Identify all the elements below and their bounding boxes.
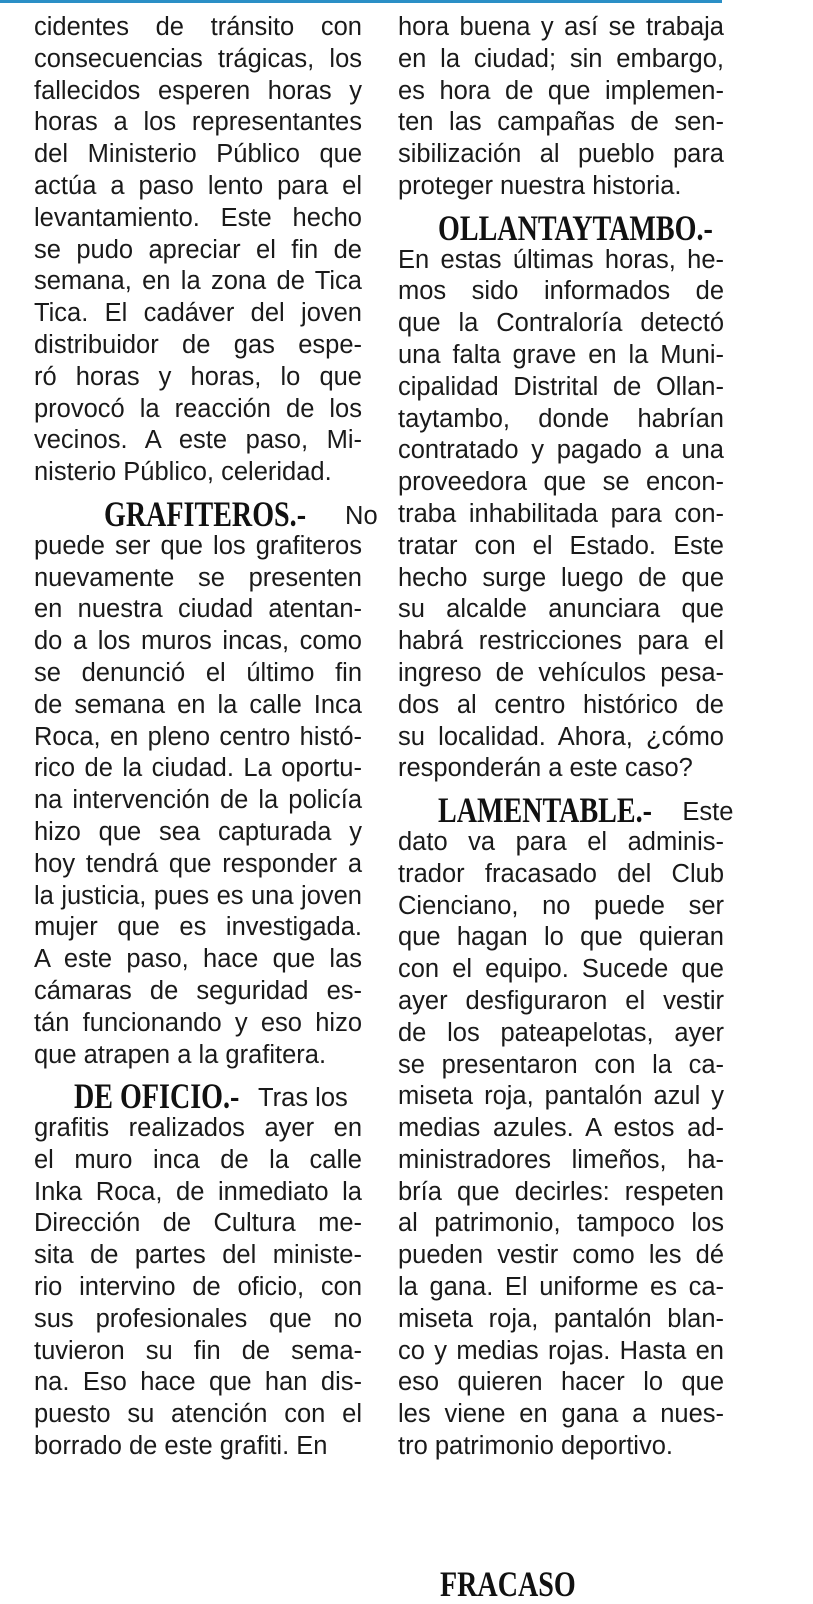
grafiteros-line: tán funcionando y eso hizo <box>34 1008 362 1037</box>
lamentable-line: al patrimonio, tampoco los <box>398 1209 724 1238</box>
right-intro-line: sibilización al pueblo para <box>398 140 724 169</box>
left-intro-line: provocó la reacción de los <box>34 394 362 423</box>
lamentable-line: bría que decirles: respeten <box>398 1177 724 1206</box>
grafiteros-line: do a los muros incas, como <box>34 627 362 656</box>
left-intro-line: fallecidos esperen horas y <box>34 76 362 105</box>
ollantaytambo-line: responderán a este caso? <box>398 754 693 783</box>
lamentable-line: la gana. El uniforme es ca- <box>398 1273 724 1302</box>
right-intro-line: ten las campañas de sen- <box>398 108 724 137</box>
ollantaytambo-line: hecho surge luego de que <box>398 563 724 592</box>
grafiteros-heading: GRAFITEROS.- <box>104 493 307 534</box>
grafiteros-line: hizo que sea capturada y <box>34 817 362 846</box>
lamentable-line: se presentaron con la ca- <box>398 1050 724 1079</box>
lamentable-paragraph <box>398 827 724 1463</box>
lamentable-first-words: Este <box>682 798 734 827</box>
ollantaytambo-line: cipalidad Distrital de Ollan- <box>398 372 724 401</box>
de-oficio-paragraph <box>34 1113 362 1463</box>
left-intro-line: actúa a paso lento para el <box>34 171 362 200</box>
right-intro-line: proteger nuestra historia. <box>398 171 682 200</box>
grafiteros-line: que atrapen a la grafitera. <box>34 1040 327 1069</box>
lamentable-line: co y medias rojas. Hasta en <box>398 1336 724 1365</box>
ollantaytambo-line: ingreso de vehículos pesa- <box>398 658 724 687</box>
de-oficio-line: rio intervino de oficio, con <box>34 1273 362 1302</box>
de-oficio-line: na. Eso hace que han dis- <box>34 1368 362 1397</box>
grafiteros-line: se denunció el último fin <box>34 658 362 687</box>
ollantaytambo-line: proveedora que se encon- <box>398 468 724 497</box>
ollantaytambo-line: que la Contraloría detectó <box>398 309 724 338</box>
lamentable-line: medias azules. A estos ad- <box>398 1114 724 1143</box>
grafiteros-line: cámaras de seguridad es- <box>34 976 362 1005</box>
grafiteros-paragraph <box>34 531 362 1072</box>
de-oficio-heading: DE OFICIO.- <box>74 1076 240 1117</box>
ollantaytambo-line: una falta grave en la Muni- <box>398 340 724 369</box>
grafiteros-line: nuevamente se presenten <box>34 563 362 592</box>
left-intro-paragraph <box>34 12 362 489</box>
lamentable-line: ayer desfiguraron el vestir <box>398 986 724 1015</box>
grafiteros-line: Roca, en pleno centro histó- <box>34 722 362 751</box>
left-intro-line: vecinos. A este paso, Mi- <box>34 426 362 455</box>
de-oficio-line: puesto su atención con el <box>34 1400 362 1429</box>
grafiteros-line: en nuestra ciudad atentan- <box>34 595 362 624</box>
grafiteros-line: na intervención de la policía <box>34 786 362 815</box>
lamentable-line: con el equipo. Sucede que <box>398 955 724 984</box>
left-intro-line: del Ministerio Público que <box>34 140 362 169</box>
ollantaytambo-line: traba inhabilitada para con- <box>398 499 724 528</box>
ollantaytambo-heading: OLLANTAYTAMBO.- <box>438 207 713 248</box>
ollantaytambo-line: dos al centro histórico de <box>398 690 724 719</box>
lamentable-line: miseta roja, pantalón azul y <box>398 1082 724 1111</box>
left-intro-line: levantamiento. Este hecho <box>34 203 362 232</box>
grafiteros-heading-line <box>34 493 378 534</box>
de-oficio-heading-line <box>34 1076 362 1117</box>
grafiteros-line: A este paso, hace que las <box>34 945 362 974</box>
lamentable-heading-line <box>398 790 734 831</box>
de-oficio-line: Dirección de Cultura me- <box>34 1209 362 1238</box>
ollantaytambo-line: mos sido informados de <box>398 277 724 306</box>
right-intro-line: hora buena y así se trabaja <box>398 13 724 41</box>
left-intro-line: distribuidor de gas espe- <box>34 330 362 359</box>
grafiteros-first-words: No <box>345 501 378 530</box>
ollantaytambo-line: contratado y pagado a una <box>398 436 724 465</box>
grafiteros-line: hoy tendrá que responder a <box>34 849 362 878</box>
grafiteros-line: de semana en la calle Inca <box>34 690 362 719</box>
de-oficio-first-words: Tras los <box>258 1084 348 1113</box>
lamentable-heading: LAMENTABLE.- <box>438 790 653 831</box>
de-oficio-line: grafitis realizados ayer en <box>34 1114 362 1143</box>
right-intro-line: en la ciudad; sin embargo, <box>398 44 724 73</box>
left-intro-line: cidentes de tránsito con <box>34 13 362 41</box>
top-rule <box>0 0 722 3</box>
de-oficio-line: el muro inca de la calle <box>34 1145 362 1174</box>
left-column <box>34 12 378 1463</box>
left-intro-line: horas a los representantes <box>34 108 362 137</box>
lamentable-line: pueden vestir como les dé <box>398 1241 724 1270</box>
left-intro-line: ró horas y horas, lo que <box>34 362 362 391</box>
left-intro-line: consecuencias trágicas, los <box>34 44 362 73</box>
lamentable-line: eso quieren hacer lo que <box>398 1368 724 1397</box>
de-oficio-line: tuvieron su fin de sema- <box>34 1336 362 1365</box>
left-intro-line: semana, en la zona de Tica <box>34 267 362 296</box>
ollantaytambo-heading-line <box>398 207 724 248</box>
lamentable-line: tro patrimonio deportivo. <box>398 1432 673 1461</box>
grafiteros-line: la justicia, pues es una joven <box>34 881 362 910</box>
lamentable-line: les viene en gana a nues- <box>398 1400 724 1429</box>
de-oficio-line: sita de partes del ministe- <box>34 1241 362 1270</box>
ollantaytambo-line: su localidad. Ahora, ¿cómo <box>398 722 724 751</box>
fracaso-heading-partial: FRACASO <box>440 1564 576 1604</box>
ollantaytambo-line: tratar con el Estado. Este <box>398 531 724 560</box>
lamentable-line: ministradores limeños, ha- <box>398 1145 724 1174</box>
lamentable-line: de los pateapelotas, ayer <box>398 1018 724 1047</box>
lamentable-line: Cienciano, no puede ser <box>398 891 724 920</box>
right-column <box>398 12 734 1463</box>
left-intro-line: Tica. El cadáver del joven <box>34 299 362 328</box>
lamentable-line: miseta roja, pantalón blan- <box>398 1304 724 1333</box>
ollantaytambo-paragraph <box>398 245 724 786</box>
right-intro-paragraph <box>398 12 724 203</box>
lamentable-line: que hagan lo que quieran <box>398 923 724 952</box>
left-intro-line: nisterio Público, celeridad. <box>34 458 332 487</box>
right-intro-line: es hora de que implemen- <box>398 76 724 105</box>
ollantaytambo-line: su alcalde anunciara que <box>398 595 724 624</box>
lamentable-line: trador fracasado del Club <box>398 859 724 888</box>
lamentable-line: dato va para el adminis- <box>398 827 724 856</box>
grafiteros-line: rico de la ciudad. La oportu- <box>34 754 362 783</box>
left-intro-line: se pudo apreciar el fin de <box>34 235 362 264</box>
ollantaytambo-line: taytambo, donde habrían <box>398 404 724 433</box>
grafiteros-line: puede ser que los grafiteros <box>34 531 362 560</box>
ollantaytambo-line: habrá restricciones para el <box>398 627 724 656</box>
de-oficio-line: sus profesionales que no <box>34 1304 362 1333</box>
de-oficio-line: Inka Roca, de inmediato la <box>34 1177 362 1206</box>
grafiteros-line: mujer que es investigada. <box>34 913 362 942</box>
ollantaytambo-line: En estas últimas horas, he- <box>398 245 724 274</box>
de-oficio-line: borrado de este grafiti. En <box>34 1432 328 1461</box>
